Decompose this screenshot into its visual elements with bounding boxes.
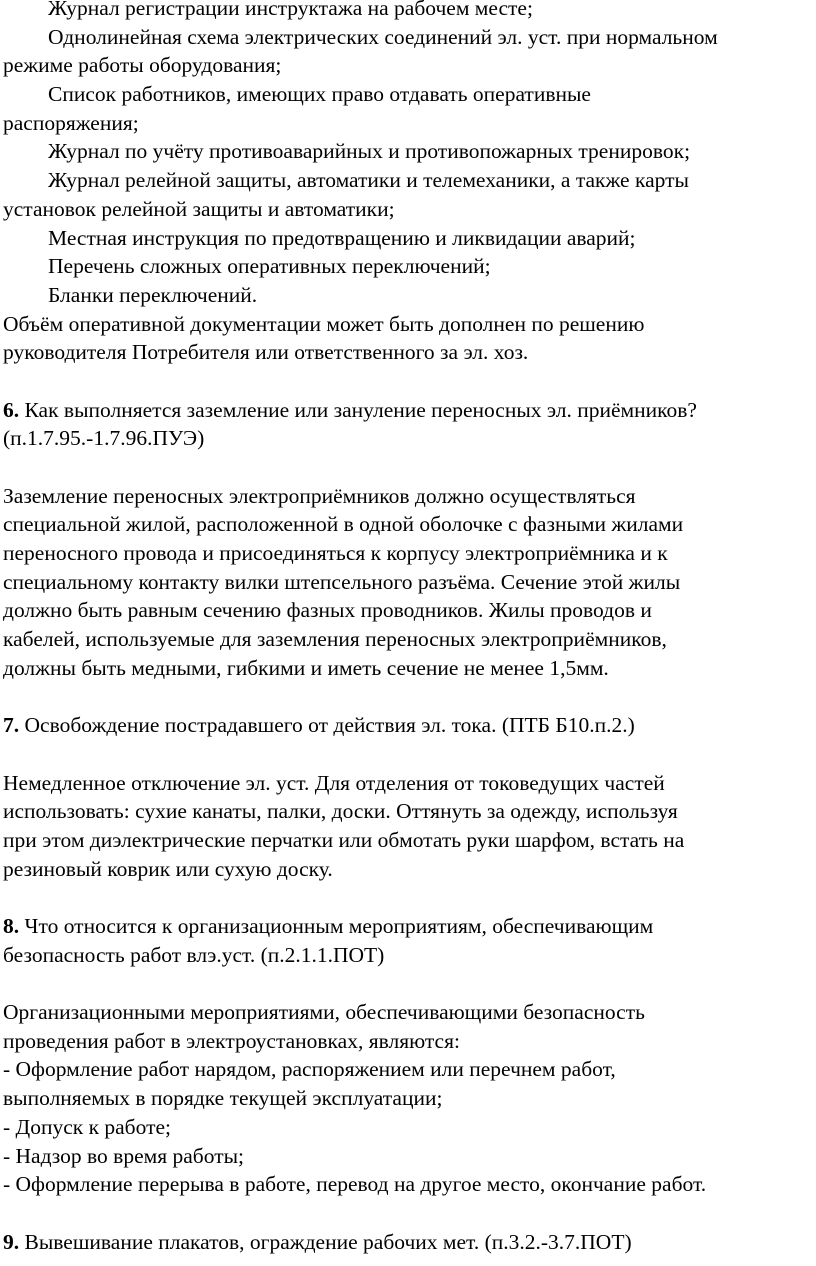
list-item: Журнал релейной защиты, автоматики и телемеханики, а также карты (48, 168, 689, 193)
answer-line: должны быть медными, гибкими и иметь сечение не менее 1,5мм. (3, 655, 609, 680)
question-line: безопасность работ влэ.уст. (п.2.1.1.ПОТ) (3, 942, 385, 967)
question-9 (3, 1228, 815, 1257)
question-line (3, 396, 815, 425)
answer-line: резиновый коврик или сухую доску. (3, 856, 333, 881)
answer-line: Заземление переносных электроприёмников должно осуществляться (3, 483, 636, 508)
question-text: Что относится к организационным мероприятиям, обеспечивающим (19, 914, 654, 938)
question-line (3, 912, 815, 941)
list-item: Местная инструкция по предотвращению и ликвидации аварий; (48, 225, 636, 250)
question-line: (п.1.7.95.-1.7.96.ПУЭ) (3, 426, 205, 451)
answer-line: Организационными мероприятиями, обеспечивающими безопасность (3, 1000, 645, 1025)
list-item-continuation: распоряжения; (3, 110, 139, 135)
question-text: Вывешивание плакатов, ограждение рабочих мет. (п.3.2.-3.7.ПОТ) (19, 1229, 632, 1254)
answer-line: - Оформление работ нарядом, распоряжением или перечнем работ, (3, 1057, 616, 1082)
note-line: руководителя Потребителя или ответственного за эл. хоз. (3, 340, 529, 365)
question-number: 8. (3, 914, 20, 938)
answer-line: кабелей, используемые для заземления переносных электроприёмников, (3, 627, 667, 652)
answer-line: - Надзор во время работы; (3, 1143, 245, 1168)
documentation-list (3, 0, 815, 310)
answer-line: выполняемых в порядке текущей эксплуатации; (3, 1086, 443, 1111)
answer-7 (3, 769, 815, 884)
list-item: Журнал по учёту противоаварийных и противопожарных тренировок; (48, 139, 691, 164)
list-item: Бланки переключений. (48, 282, 258, 307)
question-text: Освобождение пострадавшего от действия эл. тока. (ПТБ Б10.п.2.) (19, 713, 635, 738)
answer-line: должно быть равным сечению фазных проводников. Жилы проводов и (3, 598, 652, 623)
question-line (3, 711, 815, 740)
question-number: 9. (3, 1229, 20, 1254)
answer-line: использовать: сухие канаты, палки, доски. Оттянуть за одежду, используя (3, 799, 678, 824)
answer-8 (3, 998, 815, 1199)
answer-6 (3, 482, 815, 683)
answer-line: при этом диэлектрические перчатки или обмотать руки шарфом, встать на (3, 827, 685, 852)
list-item-continuation: режиме работы оборудования; (3, 53, 282, 78)
list-item-continuation: установок релейной защиты и автоматики; (3, 196, 395, 221)
question-number: 6. (3, 397, 20, 422)
list-item: Журнал регистрации инструктажа на рабочем месте; (48, 0, 533, 20)
question-line (3, 1228, 815, 1257)
answer-line: - Допуск к работе; (3, 1114, 172, 1139)
note-line: Объём оперативной документации может быть дополнен по решению (3, 311, 645, 336)
answer-line: Немедленное отключение эл. уст. Для отделения от токоведущих частей (3, 770, 665, 795)
answer-line: проведения работ в электроустановках, являются: (3, 1028, 460, 1053)
question-text: Как выполняется заземление или зануление переносных эл. приёмников? (19, 397, 697, 422)
list-item: Перечень сложных оперативных переключений; (48, 254, 491, 279)
question-8 (3, 912, 815, 969)
answer-line: переносного провода и присоединяться к корпусу электроприёмника и к (3, 541, 668, 566)
list-item: Однолинейная схема электрических соединений эл. уст. при нормальном (48, 24, 718, 49)
question-number: 7. (3, 713, 20, 738)
answer-line: специальной жилой, расположенной в одной оболочке с фазными жилами (3, 512, 684, 537)
question-7 (3, 711, 815, 740)
answer-line: - Оформление перерыва в работе, перевод на другое место, окончание работ. (3, 1172, 707, 1197)
volume-note (3, 310, 815, 367)
answer-line: специальному контакту вилки штепсельного разъёма. Сечение этой жилы (3, 569, 681, 594)
question-6 (3, 396, 815, 453)
document-page (3, 0, 815, 1256)
list-item: Список работников, имеющих право отдавать оперативные (48, 82, 591, 107)
